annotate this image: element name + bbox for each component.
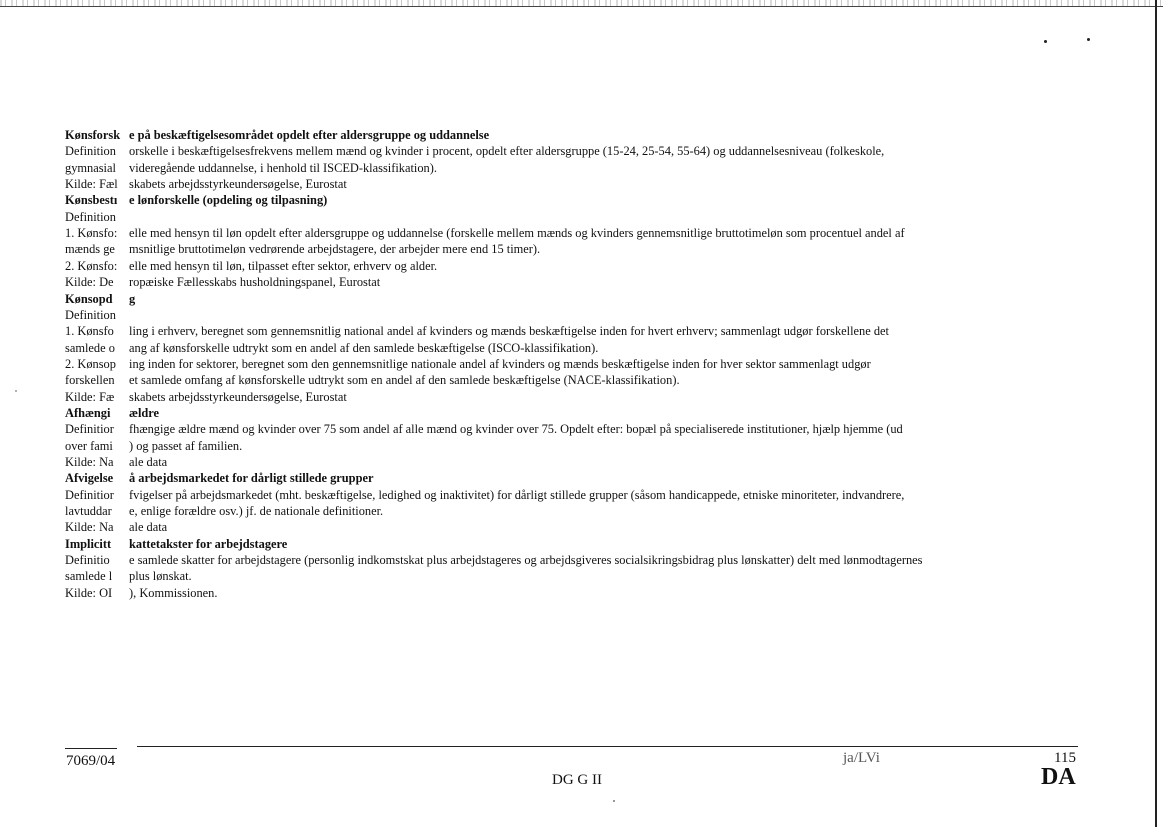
line-label: over fami xyxy=(65,438,113,453)
line-text: ang af kønsforskelle udtrykt som en andel af den samlede beskæftigelse (ISCO-klassifikation). xyxy=(129,340,599,355)
footer-rule xyxy=(137,746,1078,747)
directorate-label: DG G II xyxy=(552,772,602,788)
line-label: lavtuddar xyxy=(65,504,112,519)
line-label: Kilde: Na xyxy=(65,455,114,469)
line-label: Definitior xyxy=(65,487,114,502)
line-text: fhængige ældre mænd og kvinder over 75 som andel af alle mænd og kvinder over 75. Opdelt efter: bopæl på specialiserede institutioner, hjælp hjemme (ud xyxy=(129,422,903,437)
line-text: å arbejdsmarkedet for dårligt stillede grupper xyxy=(129,471,374,486)
line-label: 2. Kønsop xyxy=(65,356,116,371)
line-text: g xyxy=(129,291,136,306)
line-text: ), Kommissionen. xyxy=(129,585,218,600)
line-label: Definitio xyxy=(65,553,110,568)
line-text: e lønforskelle (opdeling og tilpasning) xyxy=(129,193,328,208)
line-text: e, enlige forældre osv.) jf. de nationale definitioner. xyxy=(129,504,384,519)
line-text: e på beskæftigelsesområdet opdelt efter aldersgruppe og uddannelse xyxy=(129,128,490,142)
line-text: kattetakster for arbejdstagere xyxy=(129,536,288,551)
line-text: plus lønskat. xyxy=(129,569,192,584)
scan-speck xyxy=(613,800,615,802)
line-text: ropæiske Fællesskabs husholdningspanel, Eurostat xyxy=(129,275,381,290)
line-label: gymnasial xyxy=(65,160,116,175)
scan-right-edge xyxy=(1155,0,1157,827)
line-label: Kilde: Na xyxy=(65,520,114,535)
line-text: et samlede omfang af kønsforskelle udtrykt som en andel af den samlede beskæftigelse (NACE-klassifikation). xyxy=(129,373,680,388)
scan-speck xyxy=(15,390,17,392)
line-label: Definition xyxy=(65,209,116,224)
line-label: 1. Kønsfo xyxy=(65,324,114,339)
line-label: Kønsopd xyxy=(65,291,113,306)
line-text: fvigelser på arbejdsmarkedet (mht. beskæftigelse, ledighed og inaktivitet) for dårligt stillede grupper (såsom handicappede, etniske minoriteter, indvandrere, xyxy=(129,487,905,502)
line-text: e samlede skatter for arbejdstagere (personlig indkomstskat plus arbejdstageres og arbejdsgiveres socialsikringsbidrag plus lønskatter) delt med lønmodtagernes xyxy=(129,553,923,568)
line-label: Afvigelse xyxy=(65,471,114,486)
line-label: Afhængi xyxy=(65,405,111,420)
language-code: DA xyxy=(1041,764,1076,790)
line-label: samlede o xyxy=(65,340,115,355)
line-text: elle med hensyn til løn opdelt efter aldersgruppe og uddannelse (forskelle mellem mænds og kvinders gennemsnitlige bruttotimeløn som procentuel andel af xyxy=(129,226,905,241)
line-label: samlede l xyxy=(65,569,113,584)
scan-speck xyxy=(1044,40,1047,43)
page-number: 115 xyxy=(1054,750,1076,766)
line-text: ale data xyxy=(129,455,168,469)
line-text: skabets arbejdsstyrkeundersøgelse, Eurostat xyxy=(129,389,347,404)
line-text: ældre xyxy=(129,405,160,420)
scan-top-line xyxy=(0,6,1163,7)
line-label: 2. Kønsfo: xyxy=(65,258,118,273)
footer-rule-left xyxy=(65,748,117,749)
author-initials: ja/LVi xyxy=(843,750,880,766)
line-text: elle med hensyn til løn, tilpasset efter sektor, erhverv og alder. xyxy=(129,258,438,273)
line-label: Kilde: De xyxy=(65,275,114,290)
document-code: 7069/04 xyxy=(66,753,116,769)
line-label: 1. Kønsfo: xyxy=(65,226,118,241)
line-label: Kønsforsk xyxy=(65,128,121,142)
line-text: orskelle i beskæftigelsesfrekvens mellem mænd og kvinder i procent, opdelt efter aldersgruppe (15-24, 25-54, 55-64) og uddannelsesniveau (folkeskole, xyxy=(129,144,885,159)
line-text: ling i erhverv, beregnet som gennemsnitlig national andel af kvinders og mænds beskæftigelse inden for hvert erhverv; sammenlagt udgør forskellene det xyxy=(129,324,889,339)
line-label: Definition xyxy=(65,307,116,322)
line-label: mænds ge xyxy=(65,242,115,257)
scan-speck xyxy=(1087,38,1090,41)
line-label: Definition xyxy=(65,144,116,159)
line-text: msnitlige bruttotimeløn vedrørende arbejdstagere, der arbejder mere end 15 timer). xyxy=(129,242,541,257)
line-text: ing inden for sektorer, beregnet som den gennemsnitlige nationale andel af kvinders og mænds beskæftigelse inden for hver sektor sammenlagt udgør xyxy=(129,356,871,371)
line-label: Definitior xyxy=(65,422,114,437)
line-label: Kilde: Fæ xyxy=(65,389,115,404)
line-label: forskellen xyxy=(65,373,115,388)
line-text: ) og passet af familien. xyxy=(129,438,243,453)
line-label: Kilde: OI xyxy=(65,585,113,600)
line-label: Kønsbestı xyxy=(65,193,118,208)
line-text: skabets arbejdsstyrkeundersøgelse, Eurostat xyxy=(129,177,347,192)
line-label: Implicitt xyxy=(65,536,112,551)
line-text: videregående uddannelse, i henhold til ISCED-klassifikation). xyxy=(129,160,437,175)
line-text: ale data xyxy=(129,520,168,535)
line-label: Kilde: Fæl xyxy=(65,177,118,192)
